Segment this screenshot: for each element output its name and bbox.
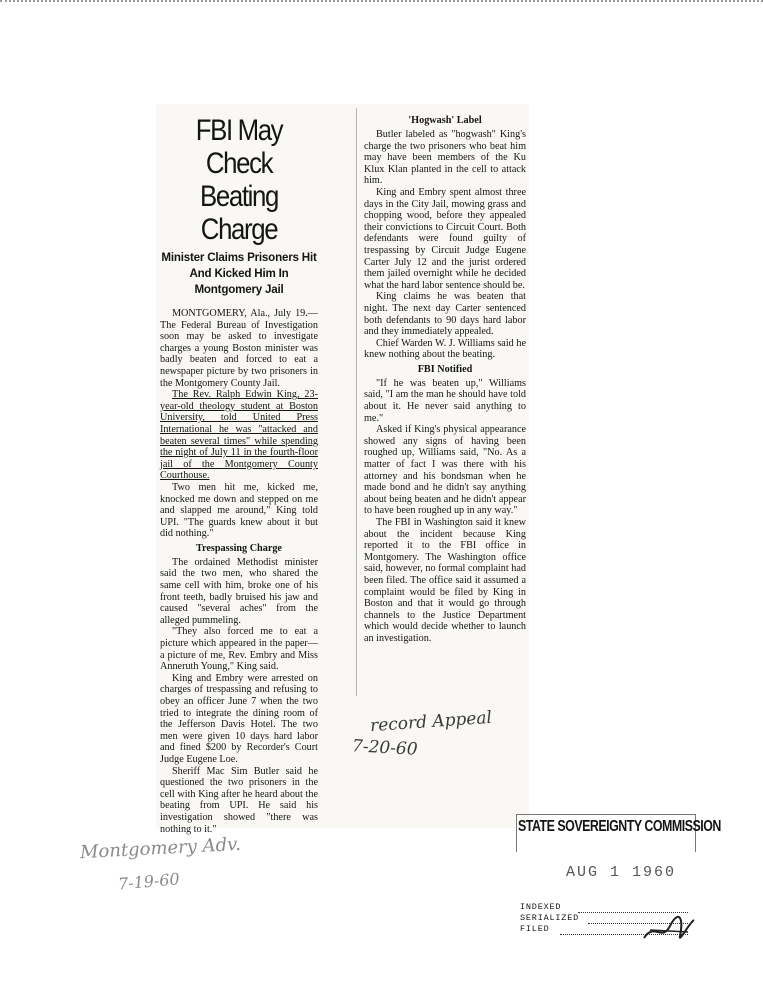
paragraph: King and Embry spent almost three days in the City Jail, mowing grass and chopping wood, before they appealed their convictions to Circuit Court. Both defendants were found guilty of trespassing by Circuit Judge Eugene Carter July 12 and the jurist ordered them jailed overnight while he decided what the hard labor sentence should be.	[364, 186, 526, 291]
paragraph: King claims he was beaten that night. The next day Carter sentenced both defendants to 90 days hard labor and they immediately appealed.	[364, 291, 526, 338]
paragraph: MONTGOMERY, Ala., July 19.—The Federal Bureau of Investigation soon may be asked to investigate charges a young Boston minister was badly beaten and forced to eat a newspaper picture by two prisoners in the Montgomery County Jail.	[160, 308, 318, 389]
subhead: 'Hogwash' Label	[408, 115, 482, 126]
paragraph: The Rev. Ralph Edwin King, 23-year-old theology student at Boston University, told United Press International he was "attacked and beaten several times" while spending the night of July 11 in the fourth-floor jail of the Montgomery County Courthouse.	[160, 389, 318, 482]
paragraph: The ordained Methodist minister said the two men, who shared the same cell with him, broke one of his front teeth, badly bruised his jaw and caused "several aches" from the alleged pummeling.	[160, 556, 318, 626]
scan-top-edge	[0, 0, 763, 2]
stamp-serialized: SERIALIZED	[520, 913, 580, 923]
stamp-indexed: INDEXED	[520, 902, 562, 912]
paragraph: Two men hit me, kicked me, knocked me down and stepped on me and slapped me around," King told UPI. "The guards knew about it but did nothing."	[160, 481, 318, 540]
initials-signature-icon	[640, 912, 696, 948]
paragraph: Chief Warden W. J. Williams said he knew nothing about the beating.	[364, 337, 526, 361]
stamp-date: AUG 1 1960	[566, 864, 677, 881]
paragraph: The FBI in Washington said it knew about the incident because King reported it to the FBI office in Montgomery. The Washington office said, however, no formal complaint had been filed. The office said it assumed a complaint would be filed by King in Boston and that it would go through channels to the Justice Department which would decide whether to launch an investigation.	[364, 517, 526, 644]
handwritten-source-note: record Appeal	[369, 707, 493, 737]
column-rule	[356, 108, 357, 696]
paragraph: Asked if King's physical appearance showed any signs of having been roughed up, Williams said, "No. As a matter of fact I was there with his attorney and his bondsman when he made bond and he didn't say anything about being beaten and he didn't appear to have been roughed up in any way."	[364, 424, 526, 517]
subhead: Trespassing Charge	[196, 542, 282, 554]
commission-stamp	[516, 812, 721, 950]
subhead: FBI Notified	[417, 363, 473, 375]
paragraph: King and Embry were arrested on charges of trespassing and refusing to obey an officer June 7 when the two tried to integrate the dining room of the Jefferson Davis Hotel. The two men were given 10 days hard labor and fined $200 by Recorder's Court Judge Eugene Loe.	[160, 672, 318, 765]
stamp-border	[516, 814, 517, 852]
handwritten-date-note-faded: 7-19-60	[117, 869, 181, 894]
paragraph: "They also forced me to eat a picture which appeared in the paper—a picture of me, Rev. Embry and Miss Anneruth Young," King said.	[160, 626, 318, 673]
handwritten-date-note: 7-20-60	[351, 736, 419, 760]
paragraph: "If he was beaten up," Williams said, "I am the man he should have told about it. He never said anything to me."	[364, 377, 526, 424]
stamp-title: STATE SOVEREIGNTY COMMISSION	[518, 818, 721, 835]
handwritten-source-note-faded: Montgomery Adv.	[79, 833, 242, 864]
stamp-filed: FILED	[520, 924, 550, 934]
deck-subheadline: Minister Claims Prisoners Hit And Kicked Him In Montgomery Jail	[161, 251, 317, 296]
headline: FBI May Check Beating Charge	[195, 114, 283, 246]
article-right-column	[364, 112, 526, 702]
paragraph: Sheriff Mac Sim Butler said he questioned the two prisoners in the cell with King after he heard about the beating from UPI. He said his investigation showed "there was nothing to it."	[160, 765, 318, 835]
stamp-border	[516, 814, 696, 815]
paragraph: Butler labeled as "hogwash" King's charge the two prisoners who beat him may have been members of the Ku Klux Klan planted in the cell to attack him.	[364, 129, 526, 187]
article-left-column	[160, 108, 318, 835]
